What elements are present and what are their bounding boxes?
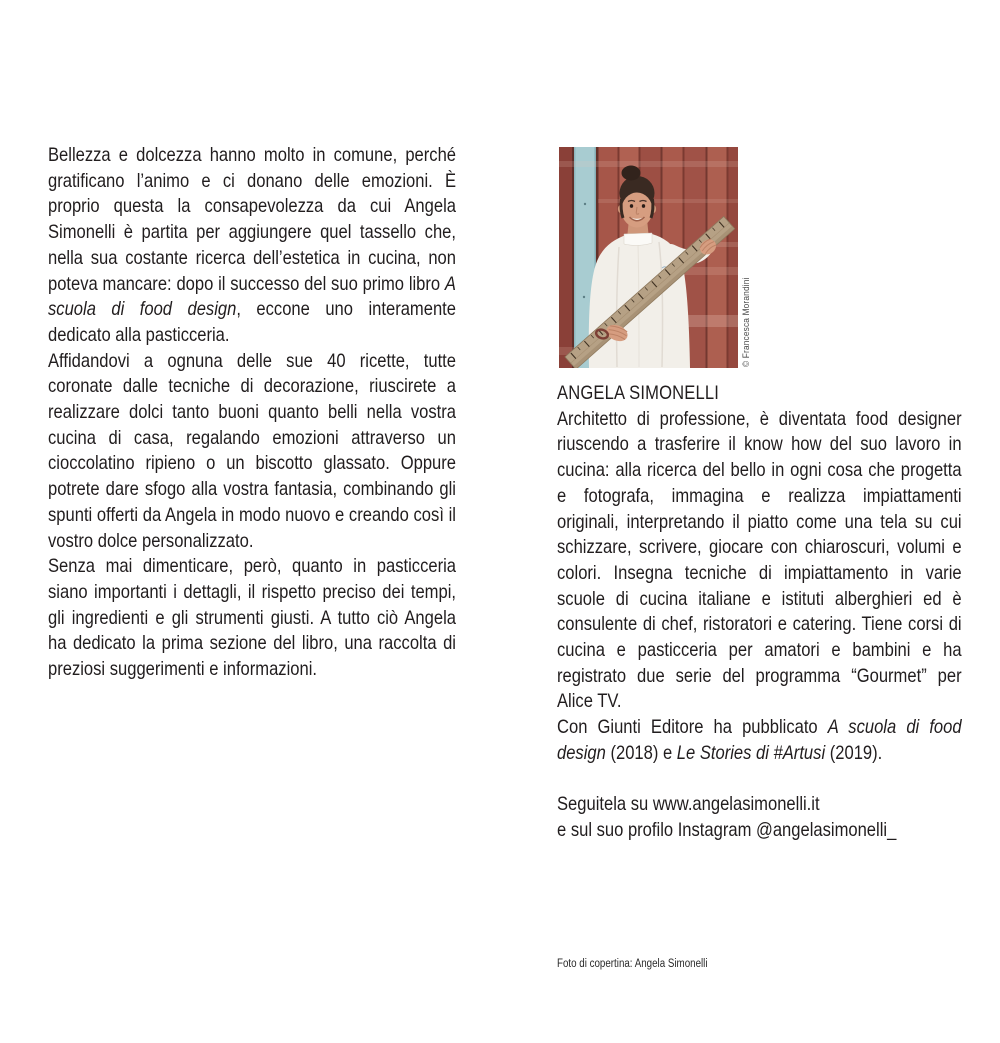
photo-credit: © Francesca Morandini: [741, 277, 751, 367]
website-line: Seguitela su www.angelasimonelli.it: [557, 793, 820, 816]
publications-paragraph: [557, 715, 962, 766]
book-title-italic: A scuola di food design: [48, 272, 456, 321]
spacer: [557, 767, 962, 793]
book-title-italic: A scuola di food design: [557, 716, 962, 764]
text-segment: Affidandovi a ognuna delle sue 40 ricette, tutte coronate dalle tecniche di decorazione, riuscirete a realizzare dolci tanto buoni quanto belli nella vostra cucina di casa, regalando emozioni attraverso un cioccolatino ripieno o un biscotto glassato. Oppure potrete dare sfogo alla vostra fantasia, combinando gli spunti offerti da Angela in modo nuovo e creando così il vostro dolce personalizzato.: [48, 349, 456, 552]
flap-paragraph-2: [48, 349, 456, 555]
cover-photo-caption: Foto di copertina: Angela Simonelli: [557, 958, 708, 970]
author-bio-paragraph: [557, 407, 962, 715]
text-segment: Con Giunti Editore ha pubblicato: [557, 716, 828, 739]
text-segment: Architetto di professione, è diventata food designer riuscendo a trasferire il know how del suo lavoro in cucina: alla ricerca del bello in ogni cosa che progetta e fotografa, immagina e realizza impiattamenti originali, interpretando il piatto come una tela su cui schizzare, scrivere, giocare con chiaroscuri, volumi e colori. Insegna tecniche di impiattamento in varie scuole di cucina italiane e istituti alberghieri ed è consulente di chef, ristoratori e catering. Tiene corsi di cucina e pasticceria per amatori e bambini e ha registrato due serie del programma “Gourmet” per Alice TV.: [557, 407, 962, 713]
author-name-heading: ANGELA SIMONELLI: [557, 382, 720, 404]
book-title-italic: Le Stories di #Artusi: [676, 741, 826, 764]
author-photo: [559, 147, 738, 368]
text-segment: (2018) e: [605, 741, 677, 764]
left-flap-text-column: [48, 143, 456, 683]
text-segment: (2019).: [825, 741, 883, 764]
author-photo-illustration: [559, 147, 738, 368]
flap-paragraph-1: [48, 143, 456, 349]
text-segment: Bellezza e dolcezza hanno molto in comune, perché gratificano l’animo e ci donano delle emozioni. È proprio questa la consapevolezza da cui Angela Simonelli è partita per aggiungere quel tassello che, nella sua costante ricerca dell’estetica in cucina, non poteva mancare: dopo il successo del suo primo libro: [48, 144, 456, 295]
flap-paragraph-3: [48, 554, 456, 683]
instagram-line: e sul suo profilo Instagram @angelasimonelli_: [557, 818, 897, 841]
author-bio-column: [557, 381, 962, 844]
text-segment: , eccone uno interamente dedicato alla pasticceria.: [48, 298, 456, 346]
text-segment: Senza mai dimenticare, però, quanto in pasticceria siano importanti i dettagli, il rispetto preciso dei tempi, gli ingredienti e gli strumenti giusti. A tutto ciò Angela ha dedicato la prima sezione del libro, una raccolta di preziosi suggerimenti e informazioni.: [48, 555, 456, 681]
